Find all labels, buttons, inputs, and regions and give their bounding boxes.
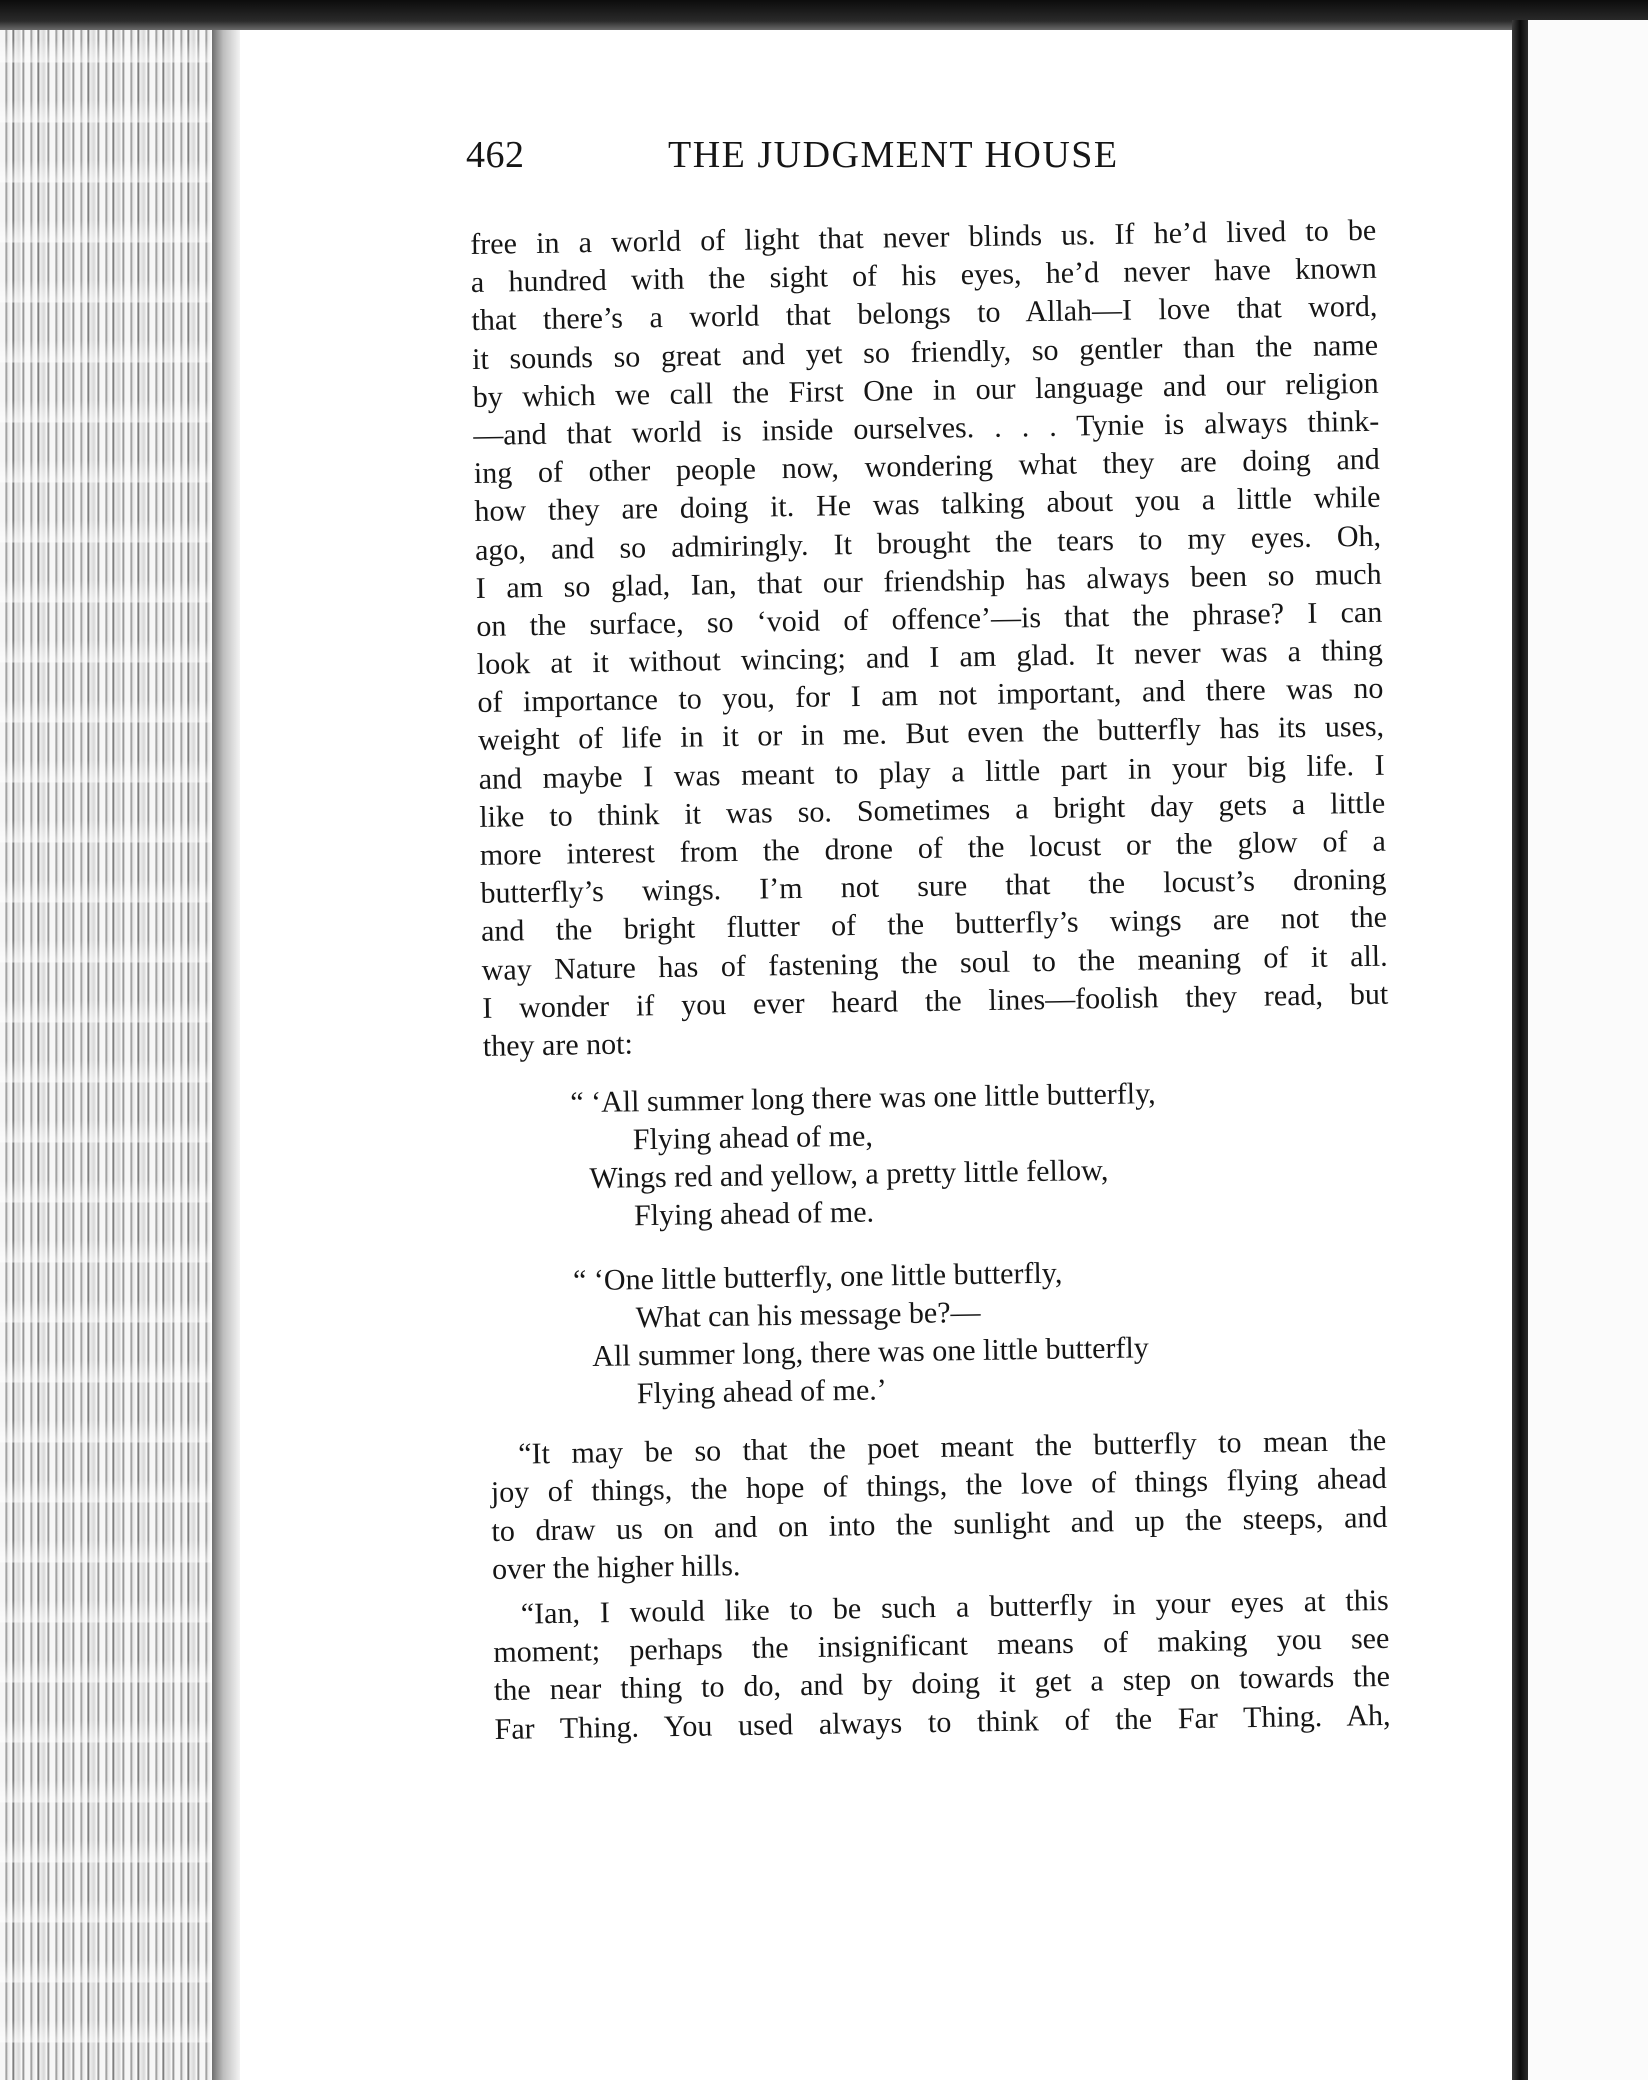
poem-line: Wings red and yellow, a pretty little fellow,	[589, 1153, 1109, 1195]
text-line: moment; perhaps the insignificant means of making you see	[493, 1621, 1390, 1669]
poem-line: What can his message be?—	[635, 1295, 981, 1335]
text-line: the near thing to do, and by doing it get a step on towards the	[493, 1660, 1391, 1708]
text-line: by which we call the First One in our language and our religion	[472, 366, 1379, 414]
poem-line: Flying ahead of me.	[633, 1195, 875, 1233]
book-page-edges	[0, 30, 232, 2080]
page-number: 462	[466, 134, 525, 176]
text-line: how they are doing it. He was talking about you a little while	[474, 481, 1381, 529]
text-line: way Nature has of fastening the soul to the meaning of it all.	[481, 939, 1388, 987]
text-line: “Ian, I would like to be such a butterfly in your eyes at this	[520, 1583, 1389, 1631]
text-line: and the bright flutter of the butterfly’s wings are not the	[480, 901, 1388, 949]
text-line: —and that world is inside ourselves. . . . Tynie is always think-	[473, 404, 1380, 452]
text-line: and maybe I was meant to play a little part in your big life. I	[478, 748, 1385, 796]
text-line: weight of life in it or in me. But even the butterfly has its uses,	[477, 710, 1385, 758]
text-line: look at it without wincing; and I am glad. It never was a thing	[476, 633, 1384, 682]
text-line: “It may be so that the poet meant the butterfly to mean the	[518, 1423, 1387, 1471]
poem-line: Flying ahead of me,	[632, 1119, 874, 1157]
poem-stanza	[572, 1251, 1313, 1414]
running-head	[466, 133, 1490, 193]
text-line: it sounds so great and yet so friendly, so gentler than the name	[471, 328, 1379, 376]
text-line: they are not:	[482, 1027, 634, 1063]
facing-page-edge	[1528, 20, 1648, 2080]
body-text	[470, 212, 1389, 1066]
text-line: free in a world of light that never blinds us. If he’d lived to be	[470, 213, 1377, 261]
poem-line: “ ‘One little butterfly, one little butterfly,	[572, 1256, 1063, 1298]
text-line: of importance to you, for I am not important, and there was no	[477, 671, 1384, 720]
poem-line: “ ‘All summer long there was one little butterfly,	[570, 1077, 1156, 1120]
text-line: ago, and so admiringly. It brought the tears to my eyes. Oh,	[474, 519, 1382, 567]
poem-line: All summer long, there was one little butterfly	[592, 1331, 1150, 1373]
text-line: to draw us on and on into the sunlight and up the steeps, and	[491, 1500, 1388, 1548]
text-line: like to think it was so. Sometimes a bright day gets a little	[479, 786, 1386, 834]
text-line: I am so glad, Ian, that our friendship has always been so much	[475, 557, 1382, 605]
text-line: more interest from the drone of the locust or the glow of a	[479, 824, 1387, 872]
text-line: I wonder if you ever heard the lines—foolish they read, but	[482, 977, 1389, 1025]
book-gutter-shadow	[212, 30, 240, 2080]
poem-line: Flying ahead of me.’	[636, 1373, 888, 1411]
poem-stanza	[570, 1073, 1310, 1236]
text-line: that there’s a world that belongs to Allah—I love that word,	[471, 290, 1378, 338]
text-line: a hundred with the sight of his eyes, he’d never have known	[470, 251, 1378, 300]
text-line: on the surface, so ‘void of offence’—is that the phrase? I can	[476, 595, 1383, 643]
scan-top-border	[0, 0, 1648, 30]
text-line: ing of other people now, wondering what they are doing and	[473, 442, 1381, 491]
body-text-continued	[490, 1422, 1391, 1749]
text-line: Far Thing. You used always to think of the Far Thing. Ah,	[494, 1698, 1391, 1746]
right-binding-shadow	[1512, 20, 1528, 2080]
text-line: over the higher hills.	[491, 1549, 741, 1587]
text-line: joy of things, the hope of things, the love of things flying ahead	[490, 1462, 1388, 1510]
text-line: butterfly’s wings. I’m not sure that the locust’s droning	[480, 862, 1387, 911]
poem	[570, 1073, 1314, 1440]
book-title: THE JUDGMENT HOUSE	[668, 134, 1119, 176]
